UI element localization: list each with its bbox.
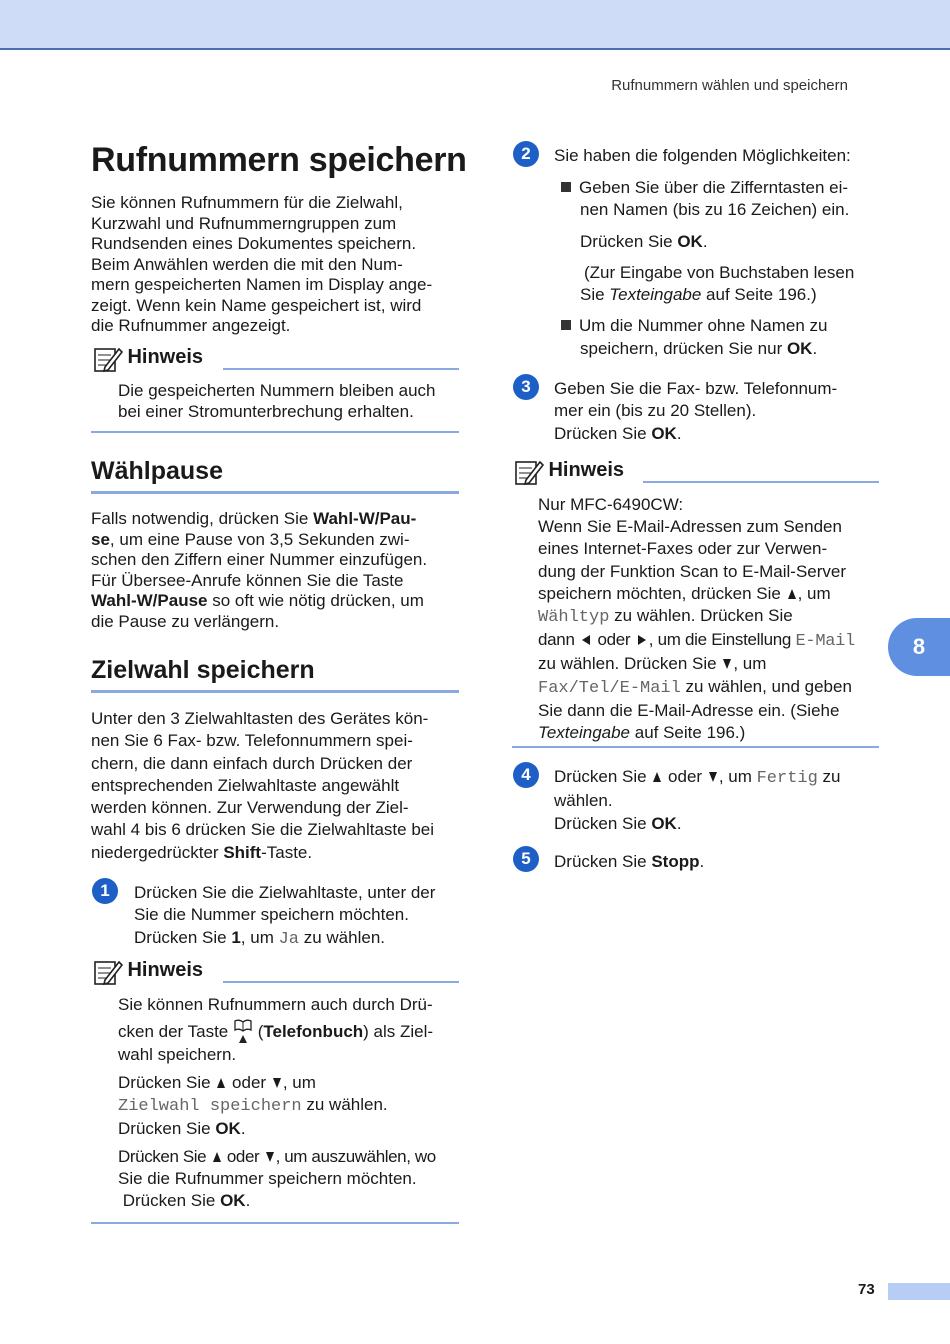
down-arrow-icon [266, 1152, 274, 1162]
step-number-badge: 5 [513, 846, 539, 872]
up-arrow-icon [217, 1078, 225, 1088]
step-4-text: Drücken Sie oder , um Fertig zu wählen. Drücken Sie OK. [554, 767, 841, 833]
note-end-divider [91, 431, 459, 433]
pencil-note-icon [514, 458, 544, 486]
note-line: bei einer Stromunterbrechung erhalten. [118, 401, 414, 421]
pencil-note-icon [93, 958, 123, 986]
waehlpause-paragraph: Falls notwendig, drücken Sie Wahl-W/Pau- se, um eine Pause von 3,5 Sekunden zwi- schen den Ziffern einer Nummer einzufügen. Für Übersee-Anrufe können Sie die Taste Wahl-W/Pause so oft wie nötig drücken, um die Pause zu verlängern. [91, 509, 428, 631]
running-header: Rufnummern wählen und speichern [611, 77, 848, 94]
bullet-square-icon [561, 320, 571, 330]
intro-line: Rundsenden eines Dokumentes speichern. [91, 234, 417, 253]
down-arrow-icon [723, 659, 731, 669]
intro-line: mern gespeicherten Namen im Display ange- [91, 275, 433, 294]
note-end-divider [512, 746, 879, 748]
note-line: Die gespeicherten Nummern bleiben auch [118, 381, 436, 400]
page-number-band [888, 1283, 950, 1300]
note-divider [223, 981, 459, 983]
down-arrow-icon [273, 1078, 281, 1088]
page-title: Rufnummern speichern [91, 141, 467, 179]
step-number-badge: 1 [92, 878, 118, 904]
note-header [93, 345, 203, 373]
note-body [118, 381, 463, 422]
bullet-square-icon [561, 182, 571, 192]
step-5-text: Drücken Sie Stopp. [554, 852, 705, 871]
page-number: 73 [858, 1281, 875, 1298]
intro-line: Kurzwahl und Rufnummerngruppen zum [91, 213, 397, 233]
up-arrow-icon [788, 589, 796, 599]
note-header [514, 458, 624, 486]
right-arrow-icon [638, 635, 646, 645]
pencil-note-icon [93, 345, 123, 373]
section-underline [91, 690, 459, 693]
step-1-text: Drücken Sie die Zielwahltaste, unter der Sie die Nummer speichern möchten. Drücken Sie 1, um Ja zu wählen. [134, 883, 436, 949]
section-underline [91, 491, 459, 494]
step-2-options: Geben Sie über die Zifferntasten ei- nen Namen (bis zu 16 Zeichen) ein. Drücken Sie OK. (Zur Eingabe von Buchstaben lesen Sie Texteingabe auf Seite 196.) Um die Nummer ohne Namen zu speichern, drücken Sie nur OK. [561, 177, 886, 360]
intro-line: zeigt. Wenn kein Name gespeichert ist, wird [91, 295, 422, 315]
note-divider [643, 481, 879, 483]
note-header [93, 958, 203, 986]
step-3-text: Geben Sie die Fax- bzw. Telefonnum- mer ein (bis zu 20 Stellen). Drücken Sie OK. [554, 379, 838, 443]
top-band [0, 0, 950, 50]
note-body: Sie können Rufnummern auch durch Drü- cken der Taste (Telefonbuch) als Ziel- wahl speichern. Drücken Sie oder , um Zielwahl speichern zu wählen. Drücken Sie OK. Drücken Sie oder , um auszuwählen, wo Sie die Rufnummer speichern möchten. Drücken Sie OK. [118, 995, 436, 1210]
intro-paragraph [91, 193, 463, 337]
note-body: Nur MFC-6490CW: Wenn Sie E-Mail-Adressen zum Senden eines Internet-Faxes oder zur Verwen- dung der Funktion Scan to E-Mail-Server speichern möchten, drücken Sie , um Wähltyp zu wählen. Drücken Sie dann oder , um die Einstellung E-Mail zu wählen. Drücken Sie , um Fax/Tel/E-Mail zu wählen, und geben Sie dann die E-Mail-Adresse ein. (Siehe Texteingabe auf Seite 196.) [538, 495, 855, 743]
step-number-badge: 3 [513, 374, 539, 400]
note-title: Hinweis [127, 346, 204, 369]
down-arrow-icon [709, 772, 717, 782]
intro-line: Sie können Rufnummern für die Zielwahl, [91, 193, 403, 212]
note-end-divider [91, 1222, 459, 1224]
phonebook-icon [233, 1019, 253, 1045]
note-title: Hinweis [127, 959, 204, 982]
zielwahl-paragraph: Unter den 3 Zielwahltasten des Gerätes kön- nen Sie 6 Fax- bzw. Telefonnummern spei- chern, die dann einfach durch Drücken der entsprechenden Zielwahltaste angewählt werden können. Zur Verwendung der Ziel- wahl 4 bis 6 drücken Sie die Zielwahltaste bei niedergedrückter Shift-Taste. [91, 709, 435, 862]
intro-line: die Rufnummer angezeigt. [91, 316, 291, 335]
note-divider [223, 368, 459, 370]
intro-line: Beim Anwählen werden die mit den Num- [91, 254, 403, 274]
up-arrow-icon [213, 1152, 221, 1162]
chapter-tab: 8 [888, 618, 950, 676]
step-number-badge: 4 [513, 762, 539, 788]
section-title-zielwahl: Zielwahl speichern [91, 656, 315, 684]
section-title-waehlpause: Wählpause [91, 457, 223, 485]
step-number-badge: 2 [513, 141, 539, 167]
up-arrow-icon [653, 772, 661, 782]
note-title: Hinweis [548, 459, 625, 482]
step-2-text: Sie haben die folgenden Möglichkeiten: [554, 146, 851, 165]
left-arrow-icon [582, 635, 590, 645]
